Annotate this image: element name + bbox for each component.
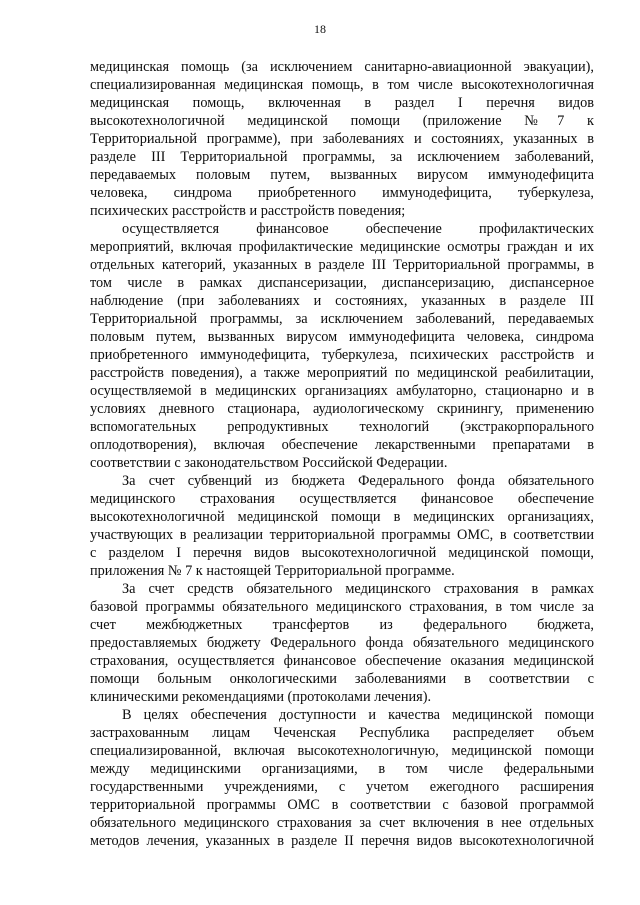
text-line: разделе III Территориальной программы, за исключением заболеваний, <box>90 149 594 165</box>
text-line: отдельных категорий, указанных в разделе III Территориальной программы, в <box>90 257 594 273</box>
text-line: Территориальной программе), при заболеваниях и состояниях, указанных в <box>90 131 594 147</box>
text-line: специализированная медицинская помощь, в том числе высокотехнологичная <box>90 77 594 93</box>
text-line: территориальной программы ОМС в соответствии с базовой программой <box>90 797 594 813</box>
text-line: клиническими рекомендациями (протоколами лечения). <box>90 689 432 705</box>
document-body <box>90 58 594 850</box>
text-line: наблюдение (при заболеваниях и состояниях, указанных в разделе III <box>90 293 594 309</box>
text-line: В целях обеспечения доступности и качества медицинской помощи <box>122 707 594 723</box>
text-line: счет межбюджетных трансфертов из федерального бюджета, <box>90 617 594 633</box>
text-line: застрахованным лицам Чеченская Республика распределяет объем <box>90 725 594 741</box>
text-line: медицинская помощь, включенная в раздел I перечня видов <box>90 95 594 111</box>
text-line: За счет средств обязательного медицинского страхования в рамках <box>122 581 594 597</box>
text-line: участвующих в реализации территориальной программы ОМС, в соответствии <box>90 527 594 543</box>
text-line: человека, синдрома приобретенного иммунодефицита, туберкулеза, <box>90 185 594 201</box>
text-line: обязательного медицинского страхования за счет включения в нее отдельных <box>90 815 594 831</box>
text-line: приобретенного иммунодефицита, туберкулеза, психических расстройств и <box>90 347 594 363</box>
text-line: между медицинскими организациями, в том числе федеральными <box>90 761 594 777</box>
text-line: приложения № 7 к настоящей Территориальной программе. <box>90 563 455 579</box>
text-line: Территориальной программы, за исключением заболеваний, передаваемых <box>90 311 594 327</box>
text-line: За счет субвенций из бюджета Федерального фонда обязательного <box>122 473 594 489</box>
text-line: помощи больным онкологическими заболеваниями в соответствии с <box>90 671 594 687</box>
text-line: осуществляется финансовое обеспечение профилактических <box>122 221 594 237</box>
text-line: специализированной, включая высокотехнологичную, медицинской помощи <box>90 743 594 759</box>
text-line: психических расстройств и расстройств поведения; <box>90 203 406 219</box>
text-line: медицинского страхования осуществляется финансовое обеспечение <box>90 491 594 507</box>
text-line: методов лечения, указанных в разделе II перечня видов высокотехнологичной <box>90 833 594 849</box>
text-line: условиях дневного стационара, аудиологическому скринингу, применению <box>90 401 594 417</box>
text-line: государственными учреждениями, с учетом ежегодного расширения <box>90 779 594 795</box>
text-line: расстройств поведения), а также мероприятий по медицинской реабилитации, <box>90 365 594 381</box>
text-line: соответствии с законодательством Российской Федерации. <box>90 455 448 471</box>
text-line: вспомогательных репродуктивных технологий (экстракорпорального <box>90 419 594 435</box>
text-line: мероприятий, включая профилактические медицинские осмотры граждан и их <box>90 239 594 255</box>
text-line: страхования, осуществляется финансовое обеспечение оказания медицинской <box>90 653 594 669</box>
text-line: оплодотворения), включая обеспечение лекарственными препаратами в <box>90 437 594 453</box>
page-number: 18 <box>314 22 326 36</box>
text-line: том числе в рамках диспансеризации, диспансеризацию, диспансерное <box>90 275 594 291</box>
text-line: с разделом I перечня видов высокотехнологичной медицинской помощи, <box>90 545 594 561</box>
text-line: передаваемых половым путем, вызванных вирусом иммунодефицита <box>90 167 594 183</box>
text-line: осуществляемой в медицинских организациях амбулаторно, стационарно и в <box>90 383 594 399</box>
text-line: базовой программы обязательного медицинского страхования, в том числе за <box>90 599 594 615</box>
text-line: высокотехнологичной медицинской помощи (приложение №7 к <box>90 113 594 129</box>
text-line: половым путем, вызванных вирусом иммунодефицита человека, синдрома <box>90 329 594 345</box>
text-line: высокотехнологичной медицинской помощи в медицинских организациях, <box>90 509 594 525</box>
text-line: медицинская помощь (за исключением санитарно-авиационной эвакуации), <box>90 59 594 75</box>
text-line: предоставляемых бюджету Федерального фонда обязательного медицинского <box>90 635 594 651</box>
